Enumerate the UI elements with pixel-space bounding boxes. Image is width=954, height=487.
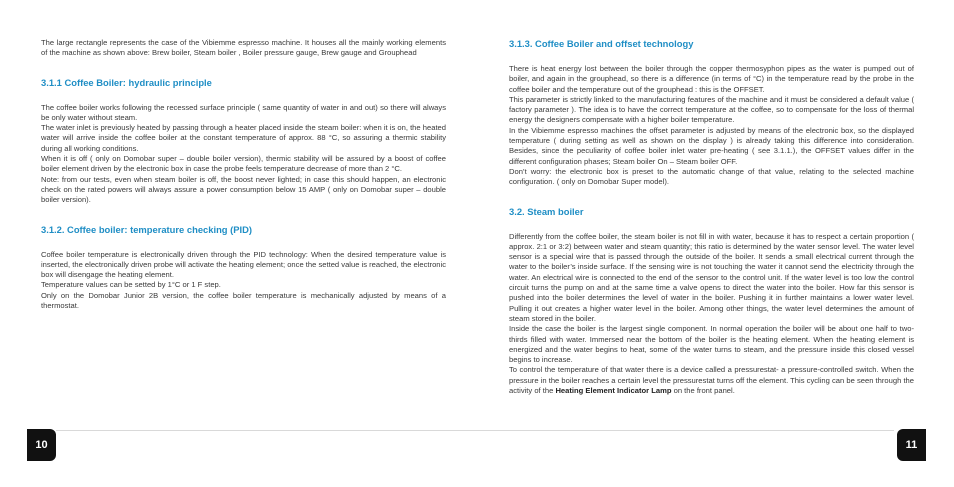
section-3-1-2-title: 3.1.2. Coffee boiler: temperature checking (PID): [41, 223, 252, 235]
section-3-2-paragraph: Differently from the coffee boiler, the steam boiler is not fill in with water, because it has to respect a certain proportion ( approx. 2:1 or 3:2) between water and steam quantity; this ratio is determined by the water sensor level. The water level sensor is a special wire that is passed through the outside of the boiler. It sends a small electrical current through the water to the boiler’s inside surface. If the sensing wire is not touching the water it cannot send the electricity through the water. An electrical wire is connected to the end of the sensor to the control unit. If the water level is too low the control circuit turns the pump on and at the same time a valve opens to direct the water into the boiler. How far this sensor is pushed into the boiler determines the level of water in the boiler. Pushing it in further maintains a lower water level. Pulling it out creates a higher water level in the boiler. Among other things, the water level determines the amount of steam stored in the boiler.: [509, 231, 914, 323]
section-3-1-1-title: 3.1.1 Coffee Boiler: hydraulic principle: [41, 76, 212, 88]
section-3-1-1-paragraph: When it is off ( only on Domobar super – double boiler version), thermic stability will be assured by a boost of coffee boiler element driven by the electronic box in case the probe feels temperature decrease of more than 2 °C.: [41, 154, 446, 174]
section-3-2-tail: on the front panel.: [671, 386, 735, 396]
heating-element-lamp-bold: Heating Element Indicator Lamp: [555, 386, 672, 396]
section-3-1-3-paragraph: This parameter is strictly linked to the manufacturing features of the machine and it must be considered a default value ( factory parameter ). The idea is to have the correct temperature at the coffee, so to compensate for the loss of thermal energy the designers compensate with a higher boiler temperature.: [509, 94, 914, 125]
right-page: [477, 0, 954, 487]
section-3-1-3-paragraph: In the Vibiemme espresso machines the offset parameter is adjusted by means of the electronic box, so the displayed temperature ( during setting as well as shown on the display ) is already taking this difference into consideration. Besides, since the peculiarity of coffee boiler inlet water pre-heating ( see 3.1.1.), the OFFSET values differ in the different configuration phases; Steam boiler On – Steam boiler OFF.: [509, 125, 914, 166]
right-column: [509, 38, 914, 396]
section-3-1-3-paragraph: Don’t worry: the electronic box is preset to the automatic change of that value, relating to the selected machine configuration. ( only on Domobar Super model).: [509, 166, 914, 187]
section-3-1-1-paragraph: Note: from our tests, even when steam boiler is off, the boost never lighted; in case this should happen, an electronic check on the rated powers will always assure a power consumption below 15 AMP ( only on Domobar super – double boiler version).: [41, 174, 446, 205]
section-3-1-2-paragraph: Only on the Domobar Junior 2B version, the coffee boiler temperature is mechanically adjusted by means of a thermostat.: [41, 290, 446, 311]
section-3-1-1-paragraph: The water inlet is previously heated by passing through a heater placed inside the steam boiler: when it is on, the heated water will arrive inside the coffee boiler at the constant temperature of approx. 88 °C, so assuring a thermic stability during all working conditions.: [41, 123, 446, 153]
section-3-1-3-title: 3.1.3. Coffee Boiler and offset technology: [509, 38, 694, 49]
page-number-left: 10: [27, 429, 56, 461]
left-column: [41, 38, 446, 311]
section-3-2-paragraph: [509, 365, 914, 396]
section-3-1-2-paragraph: Coffee boiler temperature is electronically driven through the PID technology: When the desired temperature value is inserted, the electronically driven probe will activate the heating element; once the setted value is reached, the electronic box will disengage the heating element.: [41, 249, 446, 280]
section-3-2-paragraph: Inside the case the boiler is the largest single component. In normal operation the boiler will be about one half to two-thirds filled with water. Immersed near the bottom of the boiler is the heating element. When the heating element is energized and the water begins to heat, some of the water turns to steam, and the pressure inside this closed vessel begins to increase.: [509, 324, 914, 365]
footer-divider: [56, 430, 894, 431]
section-3-1-3-paragraph: There is heat energy lost between the boiler through the copper thermosyphon pipes as the water is pumped out of boiler, and again in the grouphead, so there is a difference (in terms of °C) in the temperature read by the probe in the coffee boiler and the temperature out of the grouphead : this is the OFFSET.: [509, 64, 914, 94]
intro-paragraph: The large rectangle represents the case of the Vibiemme espresso machine. It houses all the mainly working elements of the machine as shown above: Brew boiler, Steam boiler , Boiler pressure gauge, Brew gauge and Grouphead: [41, 38, 446, 58]
page-number-right: 11: [897, 429, 926, 461]
section-3-1-1-paragraph: The coffee boiler works following the recessed surface principle ( same quantity of water in and out) so there will always be only water without steam.: [41, 102, 446, 122]
section-3-2-title: 3.2. Steam boiler: [509, 205, 584, 217]
section-3-1-2-paragraph: Temperature values can be setted by 1°C or 1 F step.: [41, 280, 221, 290]
section-3-2-text: To control the temperature of that water there is a device called a pressurestat- a pressure-controlled switch. When the pressure in the boiler reaches a certain level the pressurestat turns off the element. This cycling can be seen through the activity of the: [509, 365, 914, 396]
